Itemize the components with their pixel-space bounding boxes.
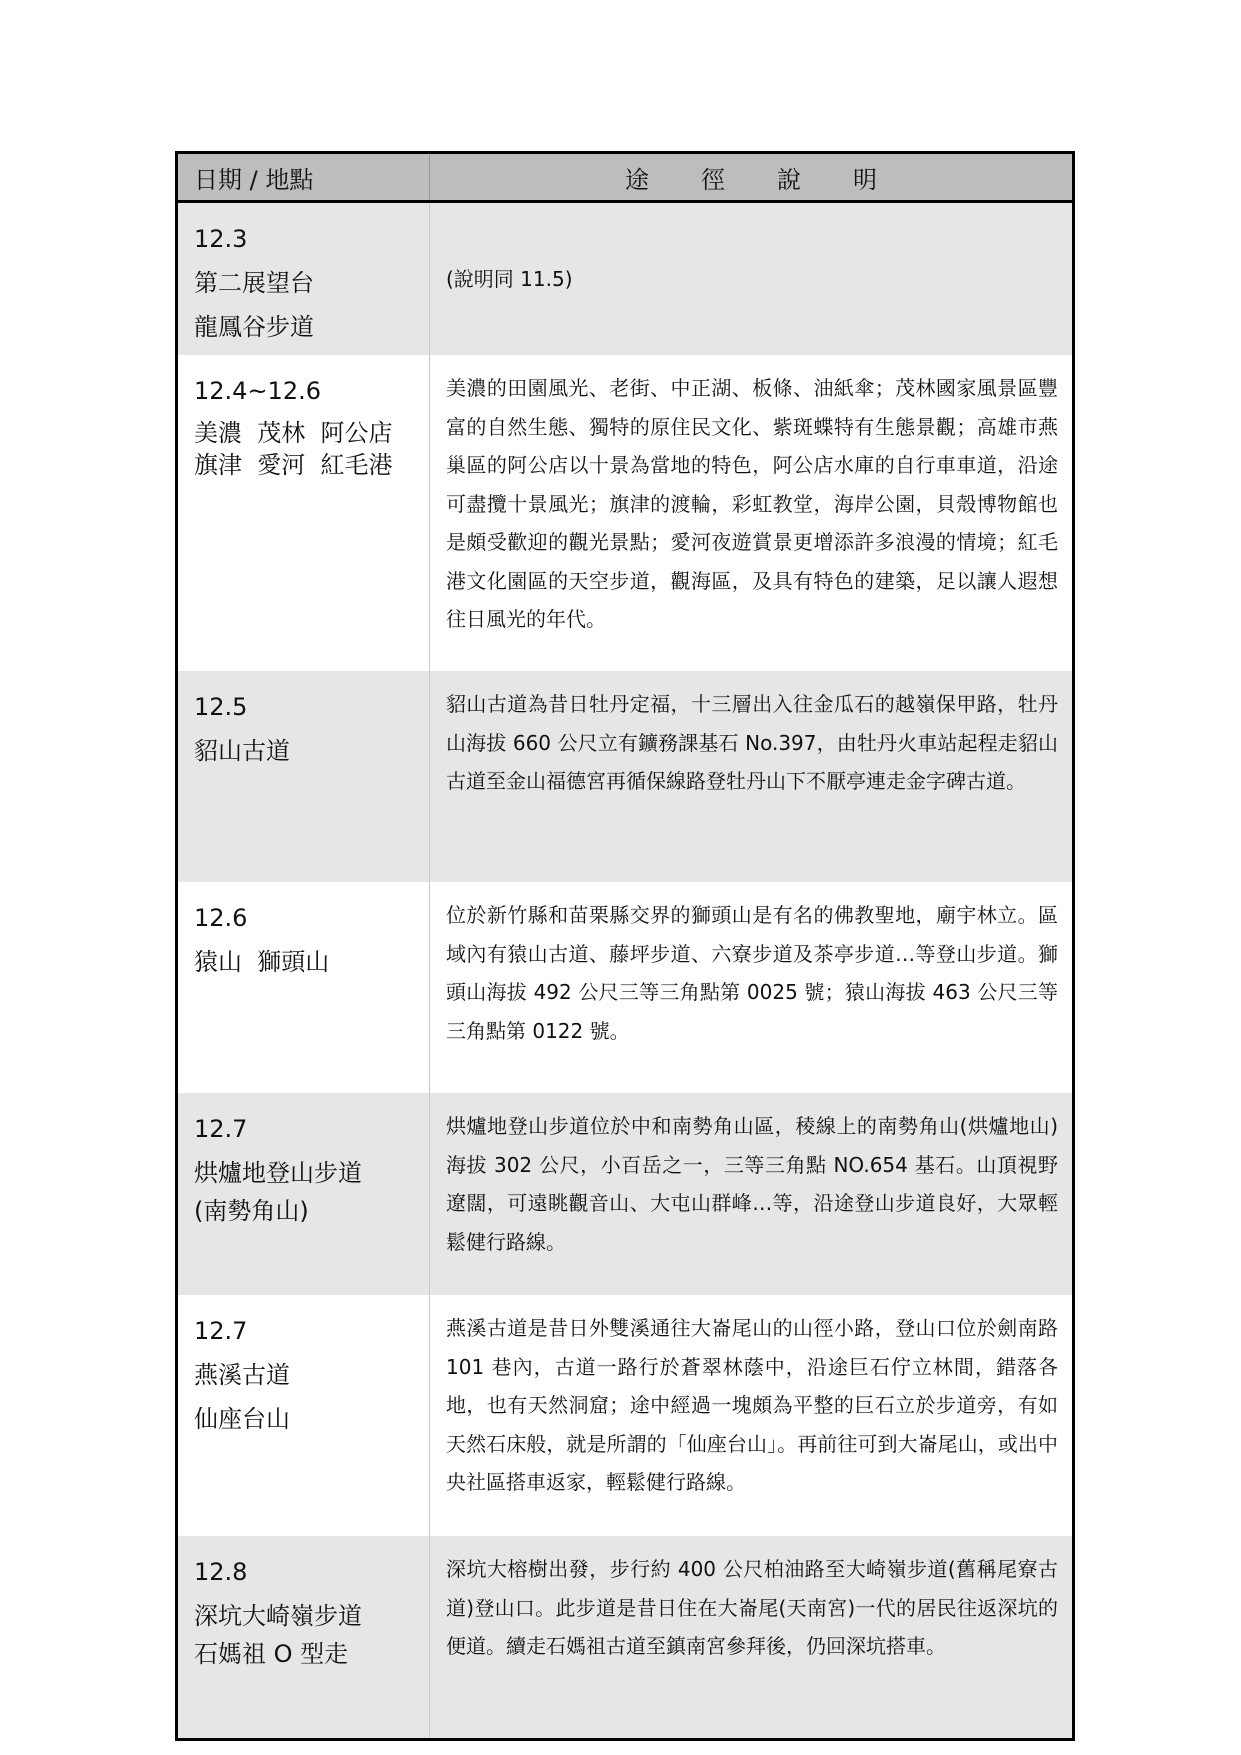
- row-place: 仙座台山: [194, 1405, 290, 1433]
- row-place: 烘爐地登山步道: [194, 1159, 362, 1187]
- row-place: 龍鳳谷步道: [194, 313, 314, 341]
- row-place: 深坑大崎嶺步道: [194, 1602, 362, 1630]
- row-place: 猿山 獅頭山: [194, 948, 330, 976]
- table-row: [177, 202, 1074, 356]
- table-header-row: [177, 153, 1074, 202]
- row-description: 美濃的田園風光、老街、中正湖、板條、油紙傘；茂林國家風景區豐富的自然生態、獨特的原住民文化、紫斑蝶特有生態景觀；高雄市燕巢區的阿公店以十景為當地的特色，阿公店水庫的自行車車道，沿途可盡攬十景風光；旗津的渡輪，彩虹教堂，海岸公園，貝殼博物館也是頗受歡迎的觀光景點；愛河夜遊賞景更增添許多浪漫的情境；紅毛港文化園區的天空步道，觀海區，及具有特色的建築，足以讓人遐想往日風光的年代。: [446, 376, 1058, 631]
- row-place: 美濃 茂林 阿公店: [194, 419, 393, 447]
- itinerary-table: [175, 151, 1075, 1741]
- table-row: [177, 355, 1074, 671]
- table-row: [177, 882, 1074, 1093]
- date-cell: [177, 1536, 430, 1740]
- row-place: 貂山古道: [194, 737, 290, 765]
- table-row: [177, 671, 1074, 882]
- row-date: 12.3: [194, 225, 248, 253]
- row-date: 12.7: [194, 1317, 248, 1345]
- row-description: 烘爐地登山步道位於中和南勢角山區，稜線上的南勢角山(烘爐地山)海拔 302 公尺，小百岳之一，三等三角點 NO.654 基石。山頂視野遼闊，可遠眺觀音山、大屯山群峰…等，沿途登山步道良好，大眾輕鬆健行路線。: [430, 1093, 1074, 1295]
- row-place: 燕溪古道: [194, 1361, 290, 1389]
- row-description: 貂山古道為昔日牡丹定福，十三層出入往金瓜石的越嶺保甲路，牡丹山海拔 660 公尺立有鑛務課基石 No.397，由牡丹火車站起程走貂山古道至金山福德宮再循保線路登牡丹山下不厭亭連走金字碑古道。: [430, 671, 1074, 882]
- row-date: 12.4~12.6: [194, 377, 321, 405]
- row-date: 12.6: [194, 904, 248, 932]
- date-cell: [177, 1093, 430, 1295]
- date-cell: [177, 671, 430, 882]
- itinerary-sheet: [175, 151, 1072, 1741]
- header-route-description: 途徑說明: [430, 153, 1074, 202]
- row-place: 石媽祖 O 型走: [194, 1640, 349, 1668]
- row-date: 12.7: [194, 1115, 248, 1143]
- row-place: 旗津 愛河 紅毛港: [194, 451, 393, 479]
- table-row: [177, 1536, 1074, 1740]
- header-date-place: 日期 / 地點: [177, 153, 430, 202]
- date-cell: [177, 1295, 430, 1536]
- row-place: 第二展望台: [194, 269, 314, 297]
- table-row: [177, 1295, 1074, 1536]
- row-description: 燕溪古道是昔日外雙溪通往大崙尾山的山徑小路，登山口位於劍南路 101 巷內，古道一路行於蒼翠林蔭中，沿途巨石佇立林間，錯落各地，也有天然洞窟；途中經過一塊頗為平整的巨石立於步道旁，有如天然石床般，就是所謂的「仙座台山」。再前往可到大崙尾山，或出中央社區搭車返家，輕鬆健行路線。: [446, 1316, 1058, 1494]
- row-description: 位於新竹縣和苗栗縣交界的獅頭山是有名的佛教聖地，廟宇林立。區域內有猿山古道、藤坪步道、六寮步道及茶亭步道…等登山步道。獅頭山海拔 492 公尺三等三角點第 0025 號；猿山海拔 463 公尺三等三角點第 0122 號。: [446, 903, 1058, 1043]
- table-row: [177, 1093, 1074, 1295]
- date-cell: [177, 202, 430, 356]
- row-date: 12.5: [194, 693, 248, 721]
- date-cell: [177, 882, 430, 1093]
- row-description: (說明同 11.5): [430, 202, 1074, 356]
- row-description: 深坑大榕樹出發，步行約 400 公尺柏油路至大崎嶺步道(舊稱尾寮古道)登山口。此步道是昔日住在大崙尾(天南宮)一代的居民往返深坑的便道。續走石媽祖古道至鎮南宮參拜後，仍回深坑搭車。: [430, 1536, 1074, 1740]
- date-cell: [177, 355, 430, 671]
- row-date: 12.8: [194, 1558, 248, 1586]
- row-place: (南勢角山): [194, 1197, 309, 1225]
